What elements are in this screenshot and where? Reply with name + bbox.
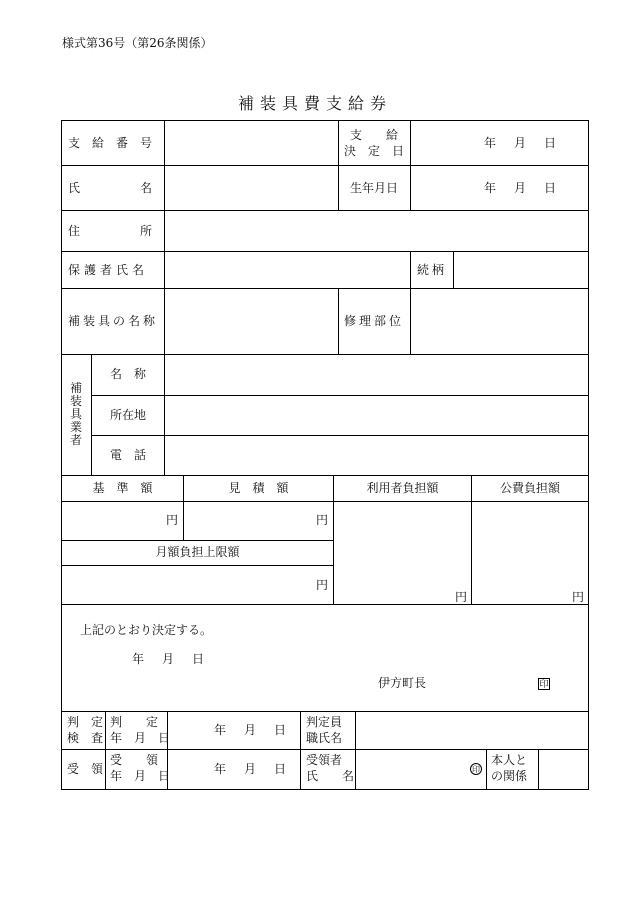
decision-day-unit-2: 日 xyxy=(192,652,205,666)
decision-year-unit-2: 年 xyxy=(132,652,145,666)
birthdate-label: 生年月日 xyxy=(349,181,398,195)
vendor-group-label-4: 業 xyxy=(69,420,82,434)
public-burden-label: 公費負担額 xyxy=(499,481,560,495)
standard-amount-label: 基 準 額 xyxy=(92,481,153,495)
rule-row-4 xyxy=(61,288,589,289)
relationship-label-line1: 本人と xyxy=(491,753,528,767)
birth-year-unit: 年 xyxy=(484,181,497,195)
rule-row-5 xyxy=(61,354,589,355)
form-title: 補装具費支給券 xyxy=(237,94,392,113)
rule-bottom-mid xyxy=(61,749,589,750)
relation-label: 続柄 xyxy=(416,263,447,277)
inspect-label-line1: 判 定 xyxy=(67,715,104,729)
rule-amount-sub xyxy=(61,501,589,502)
estimate-amount-label: 見 積 額 xyxy=(228,481,289,495)
rule-repair-right xyxy=(410,288,411,354)
public-burden-yen: 円 xyxy=(572,590,585,604)
receipt-day-unit: 日 xyxy=(274,762,287,776)
decision-date-label-line2: 決 定 日 xyxy=(343,144,404,158)
rule-row-1 xyxy=(61,165,589,166)
user-burden-yen: 円 xyxy=(455,590,468,604)
decision-signer: 伊方町長 xyxy=(378,676,427,690)
decision-day-unit: 日 xyxy=(544,136,557,150)
judge-date-label-line2: 年 月 日 xyxy=(110,731,171,745)
rule-col-338-top xyxy=(338,120,339,210)
decision-statement: 上記のとおり決定する。 xyxy=(80,623,213,637)
rule-label-col xyxy=(164,120,165,475)
device-name-label: 補装具の名称 xyxy=(68,314,159,328)
form-number: 様式第36号（第26条関係） xyxy=(62,36,213,50)
vendor-group-label-1: 補 xyxy=(69,381,82,395)
user-burden-label: 利用者負担額 xyxy=(366,481,439,495)
judge-date-label-line1: 判 定 xyxy=(110,715,159,729)
rule-bottom-col-3 xyxy=(300,711,301,790)
vendor-phone-label: 電 話 xyxy=(110,448,147,462)
receipt-date-label-line1: 受 領 xyxy=(110,753,159,767)
rule-repair-left xyxy=(338,288,339,354)
rule-amount-bottom xyxy=(61,604,589,605)
rule-vendor-1 xyxy=(91,395,589,396)
decision-month-unit: 月 xyxy=(514,136,527,150)
decision-date-label-line1: 支 給 xyxy=(349,128,398,142)
rule-vendor-col xyxy=(91,354,92,475)
decision-month-unit-2: 月 xyxy=(162,652,175,666)
guardian-label: 保護者氏名 xyxy=(68,263,149,277)
rule-decision-bottom xyxy=(61,711,589,712)
rule-bottom-col-5 xyxy=(486,749,487,790)
name-label: 氏 名 xyxy=(68,181,153,195)
rule-vendor-2 xyxy=(91,435,589,436)
relationship-label-line2: の関係 xyxy=(491,769,528,783)
repair-part-label: 修理部位 xyxy=(343,314,404,328)
rule-bottom-col-6 xyxy=(538,749,539,790)
receipt-year-unit: 年 xyxy=(214,762,227,776)
inspect-label-line2: 検 査 xyxy=(67,731,104,745)
rule-relation-right xyxy=(453,251,454,288)
receiver-name-label-line1: 受領者 xyxy=(306,753,343,767)
rule-bottom-col-1 xyxy=(105,711,106,790)
address-label: 住 所 xyxy=(68,224,153,238)
birth-day-unit: 日 xyxy=(544,181,557,195)
judge-year-unit: 年 xyxy=(214,723,227,737)
rule-row-3 xyxy=(61,251,589,252)
monthly-cap-label: 月額負担上限額 xyxy=(155,545,240,559)
receiver-name-label-line2: 氏 名 xyxy=(306,769,355,783)
receiver-stamp-mark: 印 xyxy=(472,765,480,774)
rule-bottom-col-4 xyxy=(355,711,356,790)
payment-number-label: 支 給 番 号 xyxy=(68,136,153,150)
rule-cap-mid xyxy=(61,565,333,566)
vendor-group-label-2: 装 xyxy=(69,394,82,408)
receipt-label: 受 領 xyxy=(67,762,104,776)
rule-row-2 xyxy=(61,210,589,211)
vendor-group-label-5: 者 xyxy=(69,433,82,447)
receipt-month-unit: 月 xyxy=(244,762,257,776)
birth-month-unit: 月 xyxy=(514,181,527,195)
vendor-location-label: 所在地 xyxy=(110,408,147,422)
judge-name-label-line2: 職氏名 xyxy=(306,731,343,745)
rule-amount-head xyxy=(61,475,589,476)
receipt-date-label-line2: 年 月 日 xyxy=(110,769,171,783)
decision-year-unit: 年 xyxy=(484,136,497,150)
judge-name-label-line1: 判定員 xyxy=(306,715,343,729)
standard-yen: 円 xyxy=(166,513,179,527)
judge-day-unit: 日 xyxy=(274,723,287,737)
vendor-group-label-3: 具 xyxy=(69,407,82,421)
rule-cap-top xyxy=(61,540,333,541)
vendor-name-label: 名 称 xyxy=(110,367,147,381)
rule-col-410-top xyxy=(410,120,411,210)
official-seal-mark: 印 xyxy=(539,680,549,690)
estimate-yen: 円 xyxy=(316,513,329,527)
judge-month-unit: 月 xyxy=(244,723,257,737)
monthly-cap-yen: 円 xyxy=(316,578,329,592)
